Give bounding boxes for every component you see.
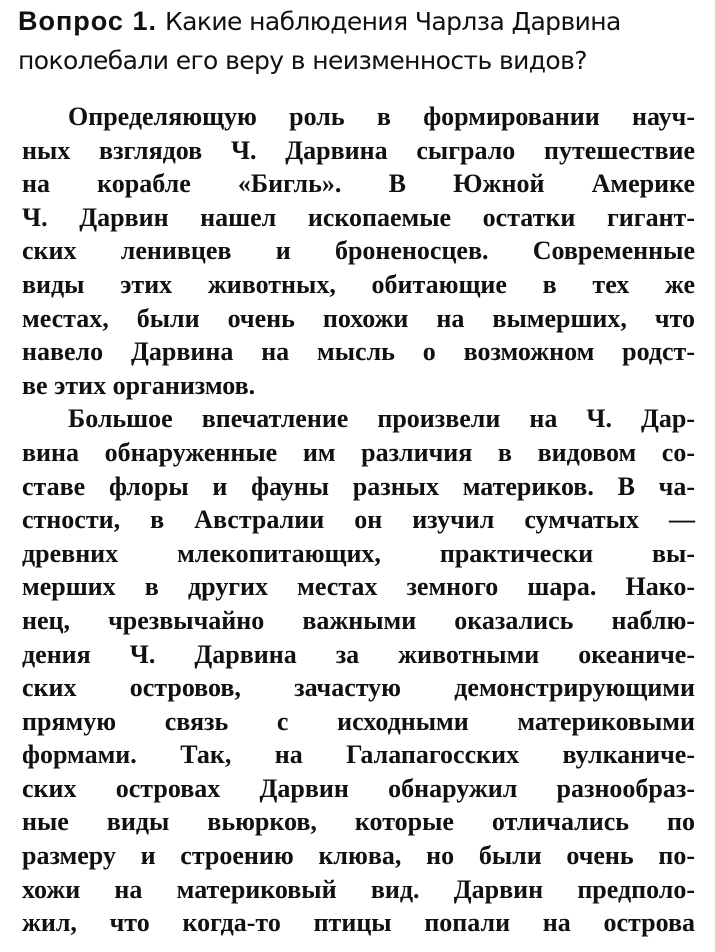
paragraph-line: ные виды вьюрков, которые отличались по: [22, 807, 695, 837]
paragraph-line: древних млекопитающих, практически вы-: [22, 538, 695, 568]
answer-paragraph: [22, 100, 695, 402]
paragraph-line: на корабле «Бигль». В Южной Америке: [22, 169, 695, 199]
question-text-line: поколебали его веру в неизменность видов?: [18, 46, 587, 75]
paragraph-line: ских ленивцев и броненосцев. Современные: [22, 236, 695, 266]
paragraph-line: формами. Так, на Галапагосских вулканиче-: [22, 740, 695, 770]
paragraph-line: дения Ч. Дарвина за животными океаниче-: [22, 639, 695, 669]
paragraph-line: местах, были очень похожи на вымерших, что: [22, 303, 695, 333]
paragraph-line: Большое впечатление произвели на Ч. Дар-: [68, 404, 695, 434]
paragraph-line: Ч. Дарвин нашел ископаемые остатки гигант-: [22, 202, 695, 232]
paragraph-line: размеру и строению клюва, но были очень по-: [22, 841, 695, 871]
question-heading: [18, 2, 708, 80]
paragraph-line: навело Дарвина на мысль о возможном родст-: [22, 337, 695, 367]
paragraph-line: виды этих животных, обитающие в тех же: [22, 269, 695, 299]
paragraph-line: нец, чрезвычайно важными оказались наблю-: [22, 605, 695, 635]
answer-text: [22, 100, 695, 940]
question-text-line: Какие наблюдения Чарлза Дарвина: [164, 7, 621, 36]
answer-paragraph: [22, 402, 695, 940]
paragraph-line: Определяющую роль в формировании науч-: [68, 102, 695, 131]
paragraph-line: ве этих организмов.: [22, 370, 256, 400]
paragraph-line: ских островов, зачастую демонстрирующими: [22, 673, 695, 703]
paragraph-line: хожи на материковый вид. Дарвин предполо-: [22, 874, 695, 904]
paragraph-line: ских островах Дарвин обнаружил разнообраз-: [22, 773, 695, 803]
paragraph-line: прямую связь с исходными материковыми: [22, 706, 695, 736]
paragraph-line: стности, в Австралии он изучил сумчатых —: [22, 505, 695, 535]
paragraph-line: ставе флоры и фауны разных материков. В ча-: [22, 471, 695, 501]
paragraph-line: вина обнаруженные им различия в видовом со-: [22, 437, 695, 467]
paragraph-line: жил, что когда-то птицы попали на острова: [22, 908, 695, 938]
question-label: Вопрос 1.: [18, 6, 157, 36]
paragraph-line: мерших в других местах земного шара. Нако-: [22, 572, 695, 602]
paragraph-line: ных взглядов Ч. Дарвина сыграло путешествие: [22, 135, 695, 165]
